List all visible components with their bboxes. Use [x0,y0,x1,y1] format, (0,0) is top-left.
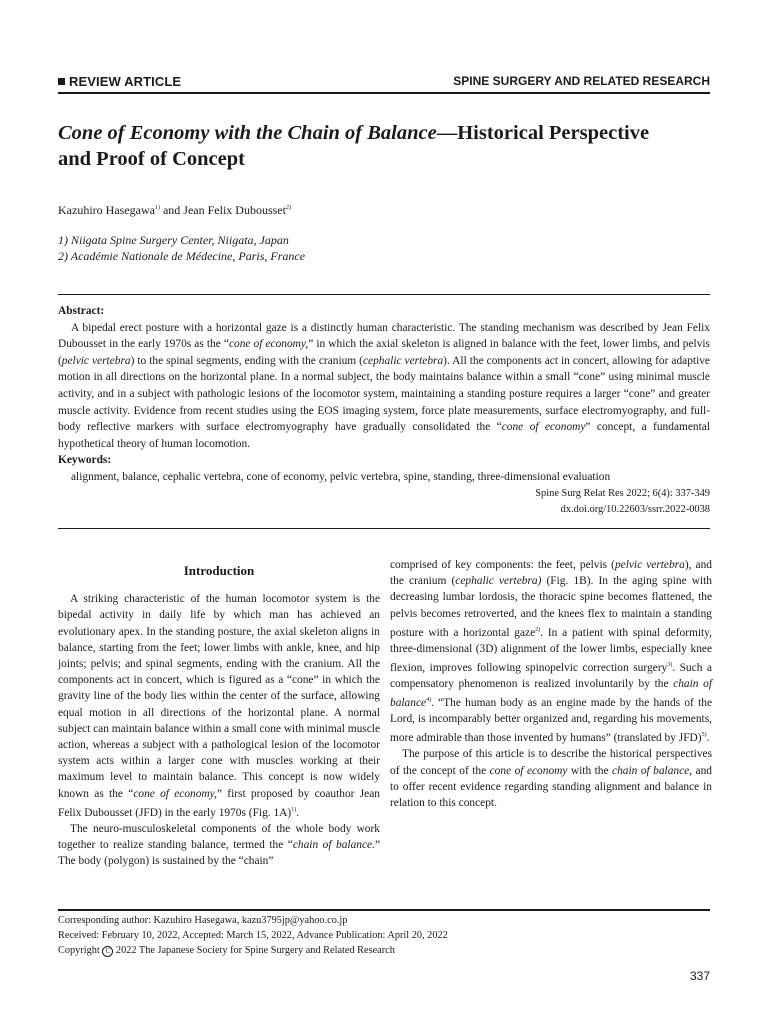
abstract-segment: ) to the spinal segments, ending with the cranium ( [130,354,363,367]
text-segment: ” The body (polygon) is sustained by the “chain” [58,839,380,868]
copyright-text: 2022 The Japanese Society for Spine Surgery and Related Research [113,945,395,956]
affiliation-item: 1) Niigata Spine Surgery Center, Niigata, Japan [58,233,289,247]
keywords-text: alignment, balance, cephalic vertebra, cone of economy, pelvic vertebra, spine, standing, three-dimensional evaluation [71,470,611,483]
text-segment: . Such a compensatory phenomenon is realized involuntarily by the [390,661,712,691]
body-paragraph [390,557,712,746]
text-segment: ” first proposed by coauthor Jean Felix Dubousset (JFD) in the early 1970s (Fig. 1A) [58,787,380,819]
square-bullet-icon [58,78,65,85]
italic-term: chain of balance [612,764,690,777]
abstract-segment: ” concept, a fundamental hypothetical theory of human locomotion. [58,421,710,450]
text-segment: ), and the cranium ( [390,559,712,588]
author-joiner: and [159,203,184,217]
italic-term: cone of economy [489,764,568,777]
reference-marker: 1) [291,806,297,813]
text-segment: The neuro-musculoskeletal components of the whole body work together to realize standing balance, termed the “ [58,822,380,852]
text-segment: (Fig. 1B). In the aging spine with decreasing lumbar lordosis, the thoracic spine becomes flattened, the pelvis becomes retroverted, and the knees flex to maintain a standing posture with a horizontal gaze [390,575,712,639]
received-dates: Received: February 10, 2022, Accepted: March 15, 2022, Advance Publication: April 20, 2022 [58,930,448,941]
abstract-text [58,320,710,453]
italic-term: cone of economy, [133,787,217,800]
reference-marker: 2) [535,626,541,633]
italic-term: pelvic vertebra [614,559,685,571]
author-name: Jean Felix Dubousset [183,203,286,217]
italic-term: cephalic vertebra) [455,575,542,588]
reference-marker: 4) [426,697,432,704]
reference-marker: 5) [701,732,707,739]
abstract-top-divider [58,294,710,295]
section-heading-introduction: Introduction [183,563,255,578]
abstract-italic: cephalic vertebra [362,354,444,367]
author-name: Kazuhiro Hasegawa [58,203,155,217]
journal-header [58,74,710,90]
affiliation-marker: 2) [285,205,291,211]
keywords-heading: Keywords: [58,454,112,467]
body-column-left [58,560,380,869]
affiliation-item: 2) Académie Nationale de Médecine, Paris, France [58,248,306,263]
text-segment: . In a patient with spinal deformity, three-dimensional (3D) alignment of the lower limbs, especially knee flexion, improves following spinopelvic correction surgery [390,626,712,674]
abstract-heading: Abstract: [58,305,105,317]
doi-link[interactable]: dx.doi.org/10.22603/ssrr.2022-0038 [560,503,710,515]
copyright-line [58,943,448,958]
text-segment: . [706,732,710,745]
text-segment: comprised of key components: the feet, pelvis ( [390,559,615,571]
body-paragraph [58,591,380,821]
page-number: 337 [689,969,710,983]
corresponding-author: Corresponding author: Kazuhiro Hasegawa, kazu3795jp@yahoo.co.jp [58,915,348,926]
affiliation-list [58,233,305,264]
text-segment: The purpose of this article is to describe the historical perspectives of the concept of the [390,748,712,777]
title-rest-line1: —Historical Perspective [436,122,650,144]
footer-divider [58,909,710,911]
body-paragraph [390,746,712,811]
header-divider [58,92,710,94]
title-italic-part: Cone of Economy with the Chain of Balance [58,122,437,144]
text-segment: . “The human body as an engine made by the hands of the Lord, is incomparably better organized and, regarding his movements, more admirable than those invented by humans” (translated by JFD) [390,697,712,745]
italic-term: chain of balance [390,678,713,710]
article-title [58,120,728,172]
copyright-icon: C [102,946,113,957]
text-segment: A striking characteristic of the human locomotor system is the bipedal activity in daily life by which man has achieved an evolutionary apex. In the standing posture, the axial skeleton aligns in balance, starting from the feet; lower limbs with ankle, knee, and hip joints; pelvis; and spinal segments, ending with the cranium. All the components act in concert, which is figured as a “cone” in which the gravity line of the body lies within the center of the surface, allowing equal motion in all directions of the horizontal plane. A normal subject can maintain balance within a small cone with minimal muscle action, whereas a subject with a pathological lesion of the locomotor system acts within a larger cone with muscles working at their maximum level to maintain balance. This concept is now widely known as the “ [58,593,381,800]
text-segment: , and to offer recent evidence regarding standing alignment and balance in relation to this concept. [390,764,712,810]
text-segment: . [296,806,300,819]
affiliation-marker: 1) [154,205,160,211]
article-type-label [58,74,181,89]
abstract-segment: ” in which the axial skeleton is aligned in balance with the feet, lower limbs, and pelvis ( [58,338,710,367]
copyright-prefix: Copyright [58,945,103,956]
body-paragraph [58,821,380,870]
article-type-text: REVIEW ARTICLE [69,74,182,89]
italic-term: chain of balance. [292,839,375,852]
journal-citation: Spine Surg Relat Res 2022; 6(4): 337-349 [535,487,710,499]
abstract-italic: cone of economy, [228,338,309,351]
abstract-italic: cone of economy [501,421,586,434]
journal-name: SPINE SURGERY AND RELATED RESEARCH [453,74,710,88]
footer-notes [58,913,448,958]
abstract-segment: A bipedal erect posture with a horizontal gaze is a distinctly human characteristic. The standing mechanism was described by Jean Felix Dubousset in the early 1970s as the “ [58,321,710,351]
abstract-italic: pelvic vertebra [61,354,131,367]
title-line2: and Proof of Concept [58,148,245,170]
abstract-segment: ). All the components act in concert, allowing for adaptive motion in all directions on the horizontal plane. In a normal subject, the body maintains balance within a small “cone” using minimal muscle activity, and in a subject with pathologic lesions of the locomotor system, maintaining a standing posture requires a larger “cone” and greater muscle activity. Evidence from recent studies using the EOS imaging system, force plate measurements, surface electromyography, and full-body reflective markers with surface electromyography have gradually consolidated the “ [58,354,710,434]
text-segment: with the [567,764,613,777]
reference-marker: 3) [667,662,673,669]
body-column-right [390,557,712,811]
abstract-bottom-divider [58,528,710,529]
author-list [58,203,291,218]
abstract-block [58,303,710,518]
